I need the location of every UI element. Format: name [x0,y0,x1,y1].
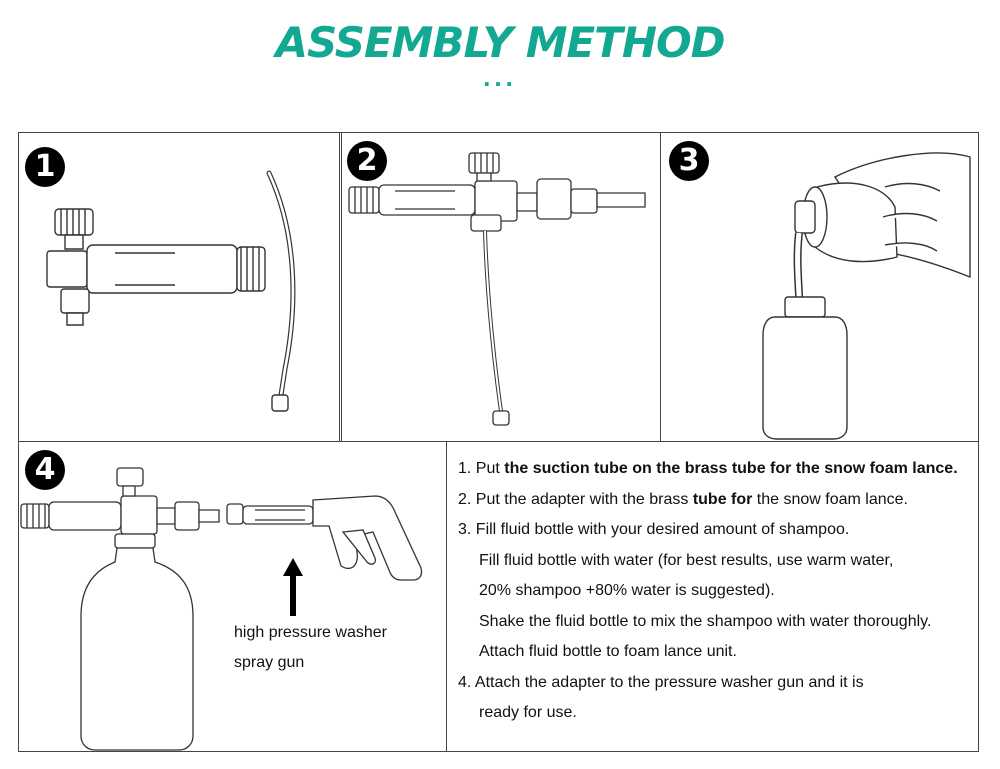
page-title: ASSEMBLY METHOD [275,18,725,67]
grid-divider-3 [446,441,447,752]
instruction-3-line-4: Shake the fluid bottle to mix the shampoo with water thoroughly. [479,612,932,630]
assembled-foam-lance-illustration [19,466,249,750]
instruction-1 [458,454,988,485]
instruction-3-line-3: 20% shampoo +80% water is suggested). [479,582,775,599]
step-1-number: 1 [25,147,65,187]
instruction-4-line-2: ready for use. [479,704,577,721]
grid-bottom-border [18,751,979,752]
spray-gun-caption [234,618,387,678]
step-3-panel [661,133,978,441]
instruction-2-prefix: 2. Put the adapter with the brass [458,490,693,508]
step-4-number: 4 [25,450,65,490]
up-arrow-icon [283,558,303,616]
foam-lance-body-illustration [45,193,285,333]
step-2-panel [341,133,660,441]
pour-shampoo-illustration [765,147,975,439]
spray-gun-illustration [225,492,435,592]
caption-line-2: spray gun [234,654,305,671]
step-1-panel [19,133,339,441]
instruction-3-line-2: Fill fluid bottle with water (for best results, use warm water, [479,551,894,569]
instruction-1-bold: the suction tube on the brass tube for the snow foam lance. [504,460,958,477]
instruction-4-line-1: 4. Attach the adapter to the pressure washer gun and it is [458,673,864,691]
instruction-1-prefix: 1. Put [458,460,505,477]
instruction-2 [458,485,988,516]
grid-divider-1 [339,132,340,442]
step-4-panel [19,442,446,751]
step-2-number: 2 [347,141,387,181]
instructions-list [458,454,988,729]
instruction-3-line-5: Attach fluid bottle to foam lance unit. [479,643,737,660]
suction-tube-illustration [255,169,315,419]
instruction-2-bold: tube for [692,490,753,508]
instruction-2-suffix: the snow foam lance. [752,490,908,508]
caption-line-1: high pressure washer [234,624,387,641]
step-3-number: 3 [669,141,709,181]
instruction-3-line-1: 3. Fill fluid bottle with your desired amount of shampoo. [458,521,850,538]
lance-with-tube-illustration [345,149,655,439]
title-dots: ... [483,62,517,92]
